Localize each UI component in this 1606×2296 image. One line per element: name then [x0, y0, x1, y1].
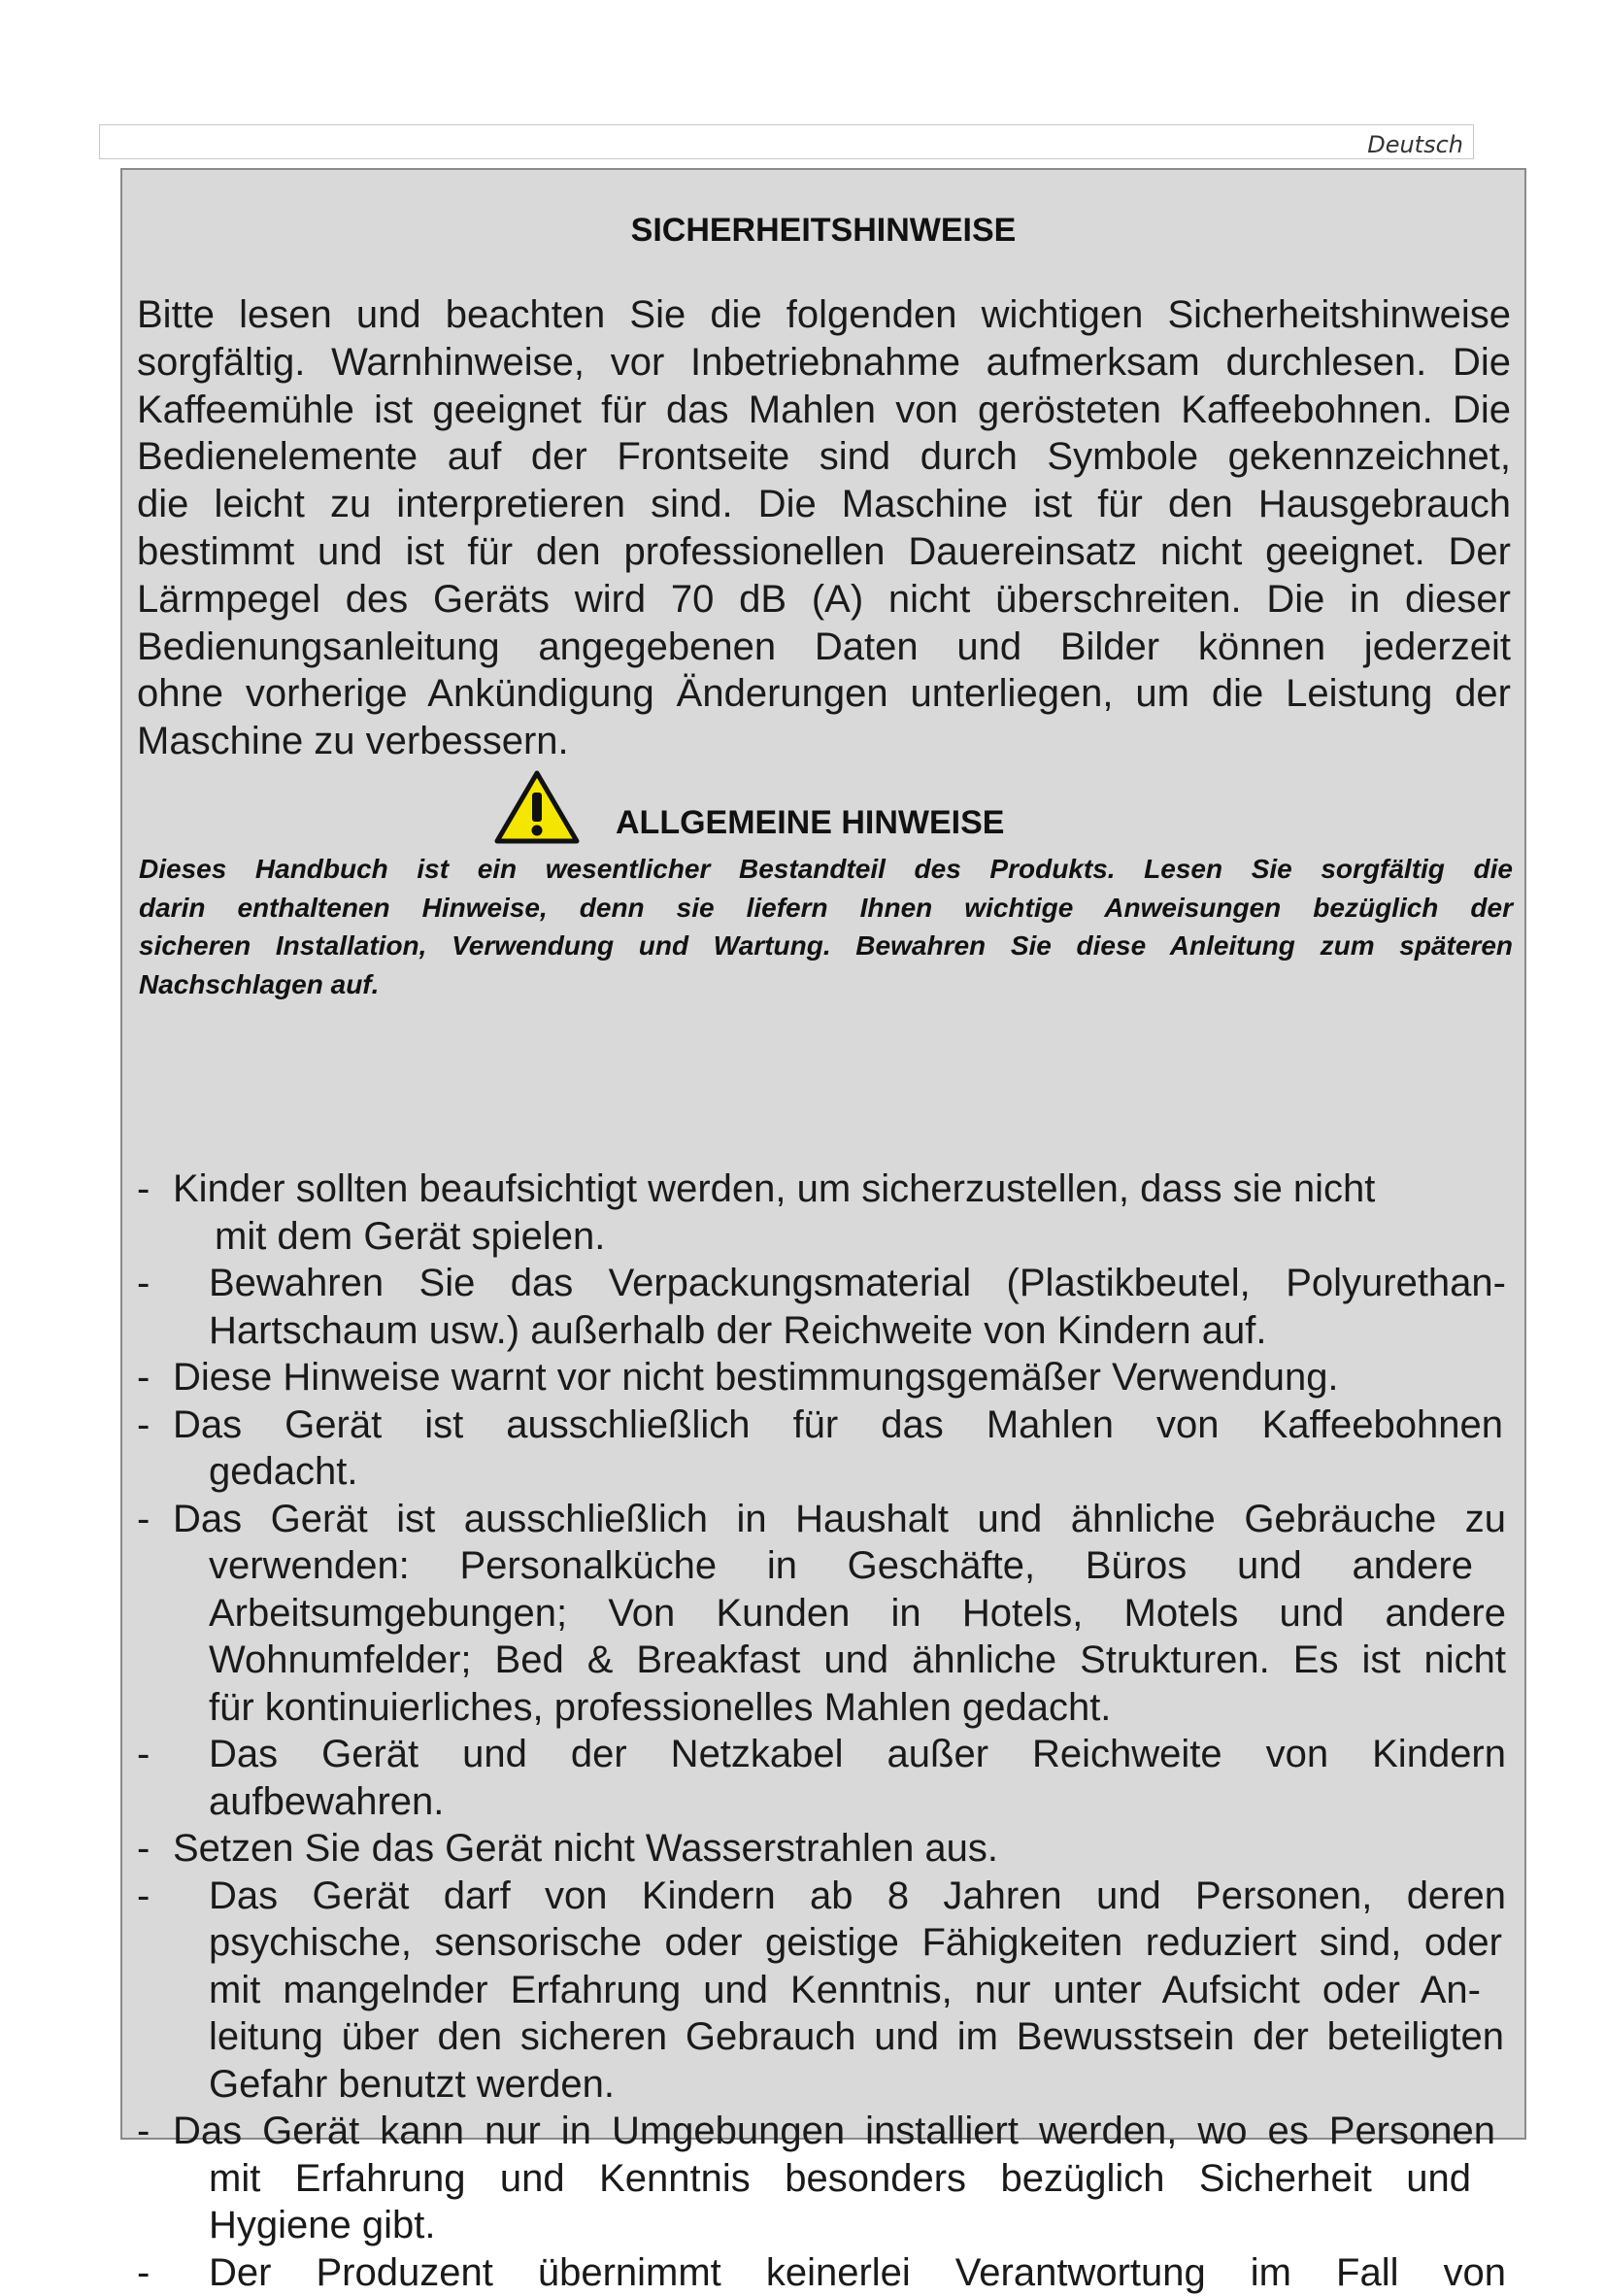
- list-item-text: verwenden: Personalküche in Geschäfte, Büros und andere: [209, 1542, 1473, 1590]
- list-dash: -: [137, 1873, 150, 1920]
- handbook-line: Dieses Handbuch ist ein wesentlicher Bestandteil des Produkts. Lesen Sie sorgfältig die: [139, 850, 1513, 889]
- list-item: [137, 1401, 1506, 1496]
- list-item: [137, 2108, 1506, 2249]
- list-item-text: Setzen Sie das Gerät nicht Wasserstrahlen aus.: [173, 1825, 1506, 1873]
- list-item-text: mit Erfahrung und Kenntnis besonders bezüglich Sicherheit und: [209, 2155, 1471, 2203]
- warning-triangle-icon: [493, 769, 581, 845]
- intro-line: Kaffeemühle ist geeignet für das Mahlen von gerösteten Kaffeebohnen. Die: [137, 387, 1511, 434]
- safety-list: [137, 1165, 1506, 2296]
- language-header: [99, 124, 1474, 159]
- handbook-line: darin enthaltenen Hinweise, denn sie liefern Ihnen wichtige Anweisungen bezüglich der: [139, 889, 1513, 928]
- list-item-text: Hartschaum usw.) außerhalb der Reichweite von Kindern auf.: [209, 1307, 1506, 1355]
- list-item: [137, 1731, 1506, 1825]
- list-item-text: Bewahren Sie das Verpackungsmaterial (Plastikbeutel, Polyurethan-: [209, 1260, 1506, 1307]
- intro-line: Bedienelemente auf der Frontseite sind durch Symbole gekennzeichnet,: [137, 433, 1511, 481]
- general-notes-title: ALLGEMEINE HINWEISE: [616, 804, 1004, 842]
- list-item: [137, 1825, 1506, 1873]
- intro-line: sorgfältig. Warnhinweise, vor Inbetriebnahme aufmerksam durchlesen. Die: [137, 339, 1511, 387]
- list-item: [137, 1260, 1506, 1354]
- list-item: [137, 1873, 1506, 2109]
- list-item-text: Arbeitsumgebungen; Von Kunden in Hotels, Motels und andere: [209, 1590, 1506, 1638]
- list-item: [137, 1165, 1506, 1260]
- list-item-text: Hygiene gibt.: [209, 2202, 1506, 2249]
- list-item-text: Diese Hinweise warnt vor nicht bestimmungsgemäßer Verwendung.: [173, 1354, 1506, 1401]
- intro-line: Maschine zu verbessern.: [137, 718, 1543, 765]
- intro-paragraph: [137, 291, 1543, 765]
- list-dash: -: [137, 1165, 150, 1213]
- intro-line: Bedienungsanleitung angegebenen Daten und Bilder können jederzeit: [137, 624, 1511, 671]
- list-item-text: gedacht.: [209, 1448, 1506, 1496]
- list-item: [137, 2249, 1506, 2296]
- list-dash: -: [137, 1401, 150, 1449]
- list-item-text: Das Gerät ist ausschließlich in Haushalt und ähnliche Gebräuche zu: [173, 1496, 1506, 1543]
- intro-line: ohne vorherige Ankündigung Änderungen unterliegen, um die Leistung der: [137, 670, 1511, 718]
- list-item-text: leitung über den sicheren Gebrauch und im Bewusstsein der beteiligten: [209, 2013, 1504, 2061]
- intro-line: bestimmt und ist für den professionellen Dauereinsatz nicht geeignet. Der: [137, 528, 1511, 576]
- list-item-text: Das Gerät und der Netzkabel außer Reichweite von Kindern: [209, 1731, 1506, 1778]
- list-dash: -: [137, 2249, 150, 2296]
- safety-panel: [120, 168, 1526, 2140]
- list-item: [137, 1354, 1506, 1401]
- handbook-note: [139, 850, 1513, 1003]
- list-item-text: Das Gerät darf von Kindern ab 8 Jahren und Personen, deren: [209, 1873, 1506, 1920]
- list-item-text: psychische, sensorische oder geistige Fähigkeiten reduziert sind, oder: [209, 1919, 1502, 1967]
- list-dash: -: [137, 2108, 150, 2155]
- intro-line: Lärmpegel des Geräts wird 70 dB (A) nicht überschreiten. Die in dieser: [137, 576, 1511, 624]
- list-item-text: Das Gerät ist ausschließlich für das Mahlen von Kaffeebohnen: [173, 1401, 1503, 1449]
- list-item-text: mit dem Gerät spielen.: [215, 1213, 1506, 1261]
- list-item-text: Gefahr benutzt werden.: [209, 2061, 1506, 2109]
- list-item-text: Wohnumfelder; Bed & Breakfast und ähnliche Strukturen. Es ist nicht: [209, 1637, 1506, 1684]
- handbook-line: Nachschlagen auf.: [139, 965, 1513, 1004]
- list-item-text: aufbewahren.: [209, 1778, 1506, 1826]
- list-item: [137, 1496, 1506, 1732]
- list-item-text: mit mangelnder Erfahrung und Kenntnis, nur unter Aufsicht oder An-: [209, 1967, 1481, 2014]
- handbook-line: sicheren Installation, Verwendung und Wartung. Bewahren Sie diese Anleitung zum späteren: [139, 927, 1513, 965]
- list-dash: -: [137, 1354, 150, 1401]
- list-item-text: Kinder sollten beaufsichtigt werden, um sicherzustellen, dass sie nicht: [173, 1165, 1506, 1213]
- list-dash: -: [137, 1496, 150, 1543]
- list-dash: -: [137, 1825, 150, 1873]
- list-dash: -: [137, 1260, 150, 1307]
- intro-line: Bitte lesen und beachten Sie die folgenden wichtigen Sicherheitshinweise: [137, 291, 1511, 339]
- language-label: Deutsch: [1367, 131, 1463, 158]
- intro-line: die leicht zu interpretieren sind. Die Maschine ist für den Hausgebrauch: [137, 481, 1511, 528]
- list-item-text: Der Produzent übernimmt keinerlei Verantwortung im Fall von: [209, 2249, 1506, 2296]
- list-item-text: Das Gerät kann nur in Umgebungen installiert werden, wo es Personen: [173, 2108, 1495, 2155]
- section-title: SICHERHEITSHINWEISE: [122, 212, 1524, 250]
- list-dash: -: [137, 1731, 150, 1778]
- list-item-text: für kontinuierliches, professionelles Mahlen gedacht.: [209, 1684, 1506, 1732]
